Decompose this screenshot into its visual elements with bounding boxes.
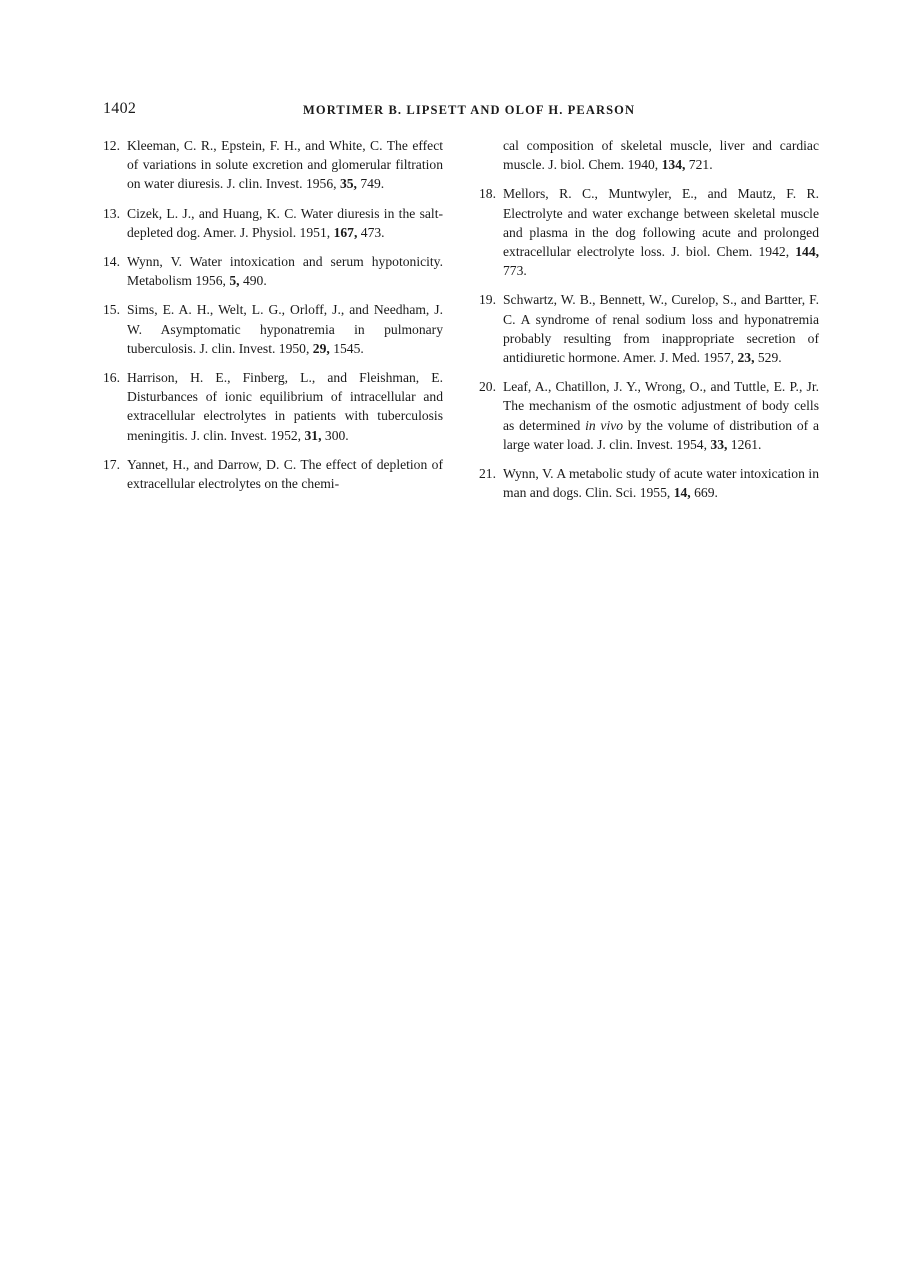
reference-19 <box>479 290 819 367</box>
reference-16 <box>103 368 443 445</box>
reference-pages: 300. <box>324 427 349 443</box>
reference-text: Schwartz, W. B., Bennett, W., Curelop, S., and Bartter, F. C. A syndrome of renal sodium loss and hyponatremia probably resulting from inappropriate secretion of antidiuretic hormone. Amer. J. Med. 1957, <box>503 292 819 366</box>
reference-volume: 14, <box>673 485 691 501</box>
reference-17-continuation <box>479 136 819 174</box>
reference-text: cal composition of skeletal muscle, liver and cardiac muscle. J. biol. Chem. 1940, <box>503 138 819 173</box>
reference-number: 17. <box>103 456 120 472</box>
reference-pages: 749. <box>360 176 385 192</box>
reference-text: Wynn, V. A metabolic study of acute water intoxication in man and dogs. Clin. Sci. 1955, <box>503 466 819 501</box>
reference-text: Harrison, H. E., Finberg, L., and Fleishman, E. Disturbances of ionic equilibrium of intracellular and extracellular electrolytes in patients with tuberculosis meningitis. J. clin. Invest. 1952, <box>127 370 443 443</box>
reference-text: Yannet, H., and Darrow, D. C. The effect of depletion of extracellular electrolytes on the chemi- <box>127 456 443 492</box>
reference-pages: 1261. <box>730 436 762 452</box>
reference-21 <box>479 464 819 502</box>
reference-pages: 773. <box>503 263 527 279</box>
reference-pages: 473. <box>360 224 385 240</box>
reference-pages: 721. <box>688 157 713 173</box>
reference-13 <box>103 204 443 242</box>
reference-volume: 29, <box>312 340 330 356</box>
reference-volume: 5, <box>229 273 240 289</box>
reference-number: 18. <box>479 186 496 202</box>
reference-volume: 31, <box>304 427 322 443</box>
reference-number: 14. <box>103 254 120 270</box>
reference-12 <box>103 136 443 194</box>
reference-14 <box>103 252 443 290</box>
reference-volume: 167, <box>333 224 358 240</box>
reference-text: Mellors, R. C., Muntwyler, E., and Mautz, F. R. Electrolyte and water exchange between skeletal muscle and plasma in the dog following acute and prolonged extracellular electrolyte loss. J. biol. Chem. 1942, <box>503 186 819 260</box>
reference-pages: 529. <box>757 350 782 366</box>
running-head: MORTIMER B. LIPSETT AND OLOF H. PEARSON <box>303 103 636 117</box>
reference-text: Cizek, L. J., and Huang, K. C. Water diuresis in the salt-depleted dog. Amer. J. Physiol. 1951, <box>127 205 443 240</box>
reference-number: 12. <box>103 138 120 153</box>
reference-volume: 144, <box>795 244 820 260</box>
reference-17 <box>103 455 443 493</box>
page-number: 1402 <box>103 100 137 117</box>
reference-number: 13. <box>103 205 120 221</box>
reference-number: 15. <box>103 302 120 318</box>
reference-pages: 490. <box>242 273 267 289</box>
reference-number: 19. <box>479 292 496 308</box>
reference-pages: 669. <box>694 485 718 501</box>
reference-text: Wynn, V. Water intoxication and serum hypotonicity. Metabolism 1956, <box>127 254 443 289</box>
reference-text: Leaf, A., Chatillon, J. Y., Wrong, O., and Tuttle, E. P., Jr. The mechanism of the osmotic adjustment of body cells as determined <box>503 379 819 433</box>
reference-20 <box>479 377 819 454</box>
reference-text: Kleeman, C. R., Epstein, F. H., and White, C. The effect of variations in solute excretion and glomerular filtration on water diuresis. J. clin. Invest. 1956, <box>127 138 443 192</box>
reference-pages: 1545. <box>333 340 364 356</box>
reference-number: 20. <box>479 379 496 395</box>
reference-volume: 23, <box>737 350 755 366</box>
reference-text: Sims, E. A. H., Welt, L. G., Orloff, J., and Needham, J. W. Asymptomatic hyponatremia in pulmonary tuberculosis. J. clin. Invest. 1950, <box>127 302 443 356</box>
references-right-column <box>479 136 819 512</box>
reference-volume: 33, <box>710 436 728 452</box>
reference-volume: 35, <box>339 176 357 192</box>
references-left-column <box>103 136 443 503</box>
reference-volume: 134, <box>661 157 686 173</box>
reference-18 <box>479 184 819 280</box>
reference-number: 21. <box>479 466 496 482</box>
reference-15 <box>103 300 443 358</box>
reference-text-continued: by the volume of distribution of a large water load. J. clin. Invest. 1954, <box>503 417 819 452</box>
reference-italic-term: in vivo <box>585 417 624 433</box>
reference-number: 16. <box>103 370 120 386</box>
